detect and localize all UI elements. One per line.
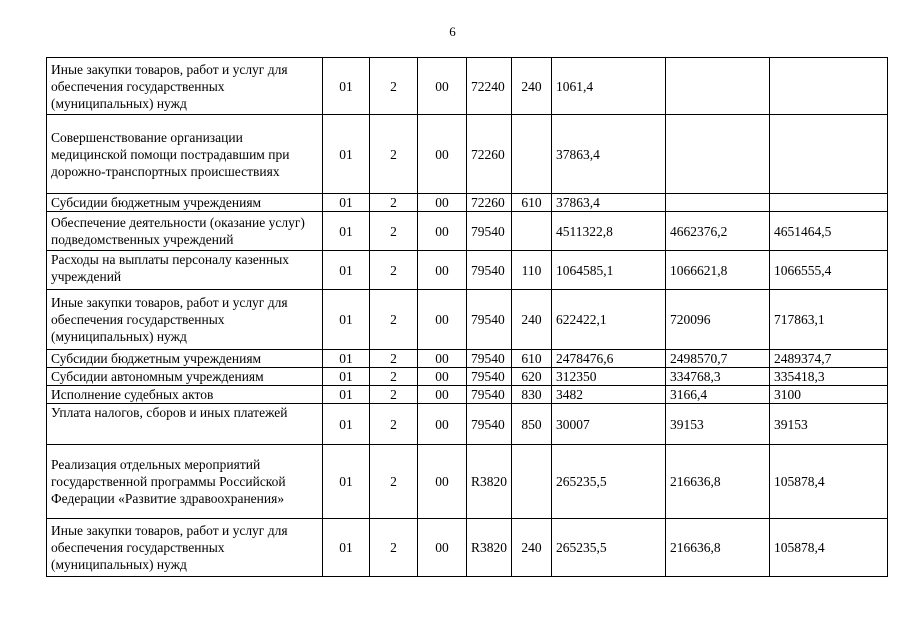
col2-cell: 2: [370, 368, 418, 386]
col2-cell: 2: [370, 519, 418, 577]
amount-year2-cell: 2498570,7: [666, 350, 770, 368]
target-code-cell: 72260: [467, 194, 512, 212]
amount-year3-cell: [770, 58, 888, 115]
amount-year1-cell: 2478476,6: [552, 350, 666, 368]
amount-year1-cell: 622422,1: [552, 290, 666, 350]
col1-cell: 01: [323, 251, 370, 290]
table-row: [47, 404, 888, 445]
table-row: [47, 251, 888, 290]
row-name-cell: Уплата налогов, сборов и иных платежей: [47, 404, 323, 445]
amount-year2-cell: 3166,4: [666, 386, 770, 404]
amount-year3-cell: [770, 115, 888, 194]
page-number: 6: [449, 24, 456, 39]
row-name-cell: Реализация отдельных мероприятий государственной программы Российской Федерации «Развитие здравоохранения»: [47, 445, 323, 519]
row-name-cell: Иные закупки товаров, работ и услуг для обеспечения государственных (муниципальных) нужд: [47, 58, 323, 115]
col3-cell: 00: [418, 194, 467, 212]
amount-year3-cell: 105878,4: [770, 519, 888, 577]
expense-type-cell: [512, 445, 552, 519]
col2-cell: 2: [370, 350, 418, 368]
table-row: [47, 58, 888, 115]
amount-year3-cell: 2489374,7: [770, 350, 888, 368]
budget-table-body: [47, 58, 888, 577]
col3-cell: 00: [418, 251, 467, 290]
amount-year1-cell: 1061,4: [552, 58, 666, 115]
target-code-cell: R3820: [467, 519, 512, 577]
table-row: [47, 115, 888, 194]
col3-cell: 00: [418, 386, 467, 404]
col1-cell: 01: [323, 350, 370, 368]
amount-year2-cell: 720096: [666, 290, 770, 350]
col2-cell: 2: [370, 290, 418, 350]
budget-table: [46, 57, 888, 577]
col1-cell: 01: [323, 58, 370, 115]
expense-type-cell: [512, 212, 552, 251]
target-code-cell: 79540: [467, 404, 512, 445]
target-code-cell: R3820: [467, 445, 512, 519]
row-name-cell: Исполнение судебных актов: [47, 386, 323, 404]
col2-cell: 2: [370, 445, 418, 519]
amount-year2-cell: [666, 58, 770, 115]
amount-year1-cell: 37863,4: [552, 194, 666, 212]
row-name-cell: Иные закупки товаров, работ и услуг для обеспечения государственных (муниципальных) нужд: [47, 290, 323, 350]
row-name-cell: Субсидии бюджетным учреждениям: [47, 350, 323, 368]
amount-year2-cell: 4662376,2: [666, 212, 770, 251]
amount-year2-cell: 39153: [666, 404, 770, 445]
row-name-cell: Субсидии бюджетным учреждениям: [47, 194, 323, 212]
target-code-cell: 72240: [467, 58, 512, 115]
amount-year2-cell: 216636,8: [666, 445, 770, 519]
amount-year3-cell: 335418,3: [770, 368, 888, 386]
amount-year1-cell: 265235,5: [552, 519, 666, 577]
col3-cell: 00: [418, 445, 467, 519]
target-code-cell: 79540: [467, 212, 512, 251]
col1-cell: 01: [323, 212, 370, 251]
row-name-cell: Обеспечение деятельности (оказание услуг) подведомственных учреждений: [47, 212, 323, 251]
amount-year1-cell: 30007: [552, 404, 666, 445]
amount-year1-cell: 37863,4: [552, 115, 666, 194]
amount-year3-cell: 105878,4: [770, 445, 888, 519]
target-code-cell: 79540: [467, 251, 512, 290]
table-row: [47, 386, 888, 404]
target-code-cell: 79540: [467, 290, 512, 350]
expense-type-cell: 620: [512, 368, 552, 386]
col2-cell: 2: [370, 194, 418, 212]
table-row: [47, 194, 888, 212]
col1-cell: 01: [323, 194, 370, 212]
col2-cell: 2: [370, 386, 418, 404]
amount-year1-cell: 4511322,8: [552, 212, 666, 251]
col2-cell: 2: [370, 115, 418, 194]
col2-cell: 2: [370, 212, 418, 251]
col2-cell: 2: [370, 251, 418, 290]
amount-year3-cell: 1066555,4: [770, 251, 888, 290]
amount-year1-cell: 3482: [552, 386, 666, 404]
target-code-cell: 79540: [467, 350, 512, 368]
table-row: [47, 212, 888, 251]
expense-type-cell: 610: [512, 350, 552, 368]
table-row: [47, 519, 888, 577]
col3-cell: 00: [418, 212, 467, 251]
amount-year2-cell: 334768,3: [666, 368, 770, 386]
amount-year3-cell: 717863,1: [770, 290, 888, 350]
row-name-cell: Субсидии автономным учреждениям: [47, 368, 323, 386]
expense-type-cell: 240: [512, 519, 552, 577]
col1-cell: 01: [323, 519, 370, 577]
row-name-cell: Совершенствование организации медицинской помощи пострадавшим при дорожно-транспортных происшествиях: [47, 115, 323, 194]
amount-year3-cell: [770, 194, 888, 212]
row-name-cell: Расходы на выплаты персоналу казенных учреждений: [47, 251, 323, 290]
col3-cell: 00: [418, 115, 467, 194]
amount-year3-cell: 3100: [770, 386, 888, 404]
amount-year2-cell: [666, 194, 770, 212]
col1-cell: 01: [323, 386, 370, 404]
amount-year2-cell: [666, 115, 770, 194]
expense-type-cell: 240: [512, 58, 552, 115]
col1-cell: 01: [323, 368, 370, 386]
col1-cell: 01: [323, 290, 370, 350]
target-code-cell: 72260: [467, 115, 512, 194]
expense-type-cell: 240: [512, 290, 552, 350]
col1-cell: 01: [323, 445, 370, 519]
expense-type-cell: 610: [512, 194, 552, 212]
amount-year3-cell: 4651464,5: [770, 212, 888, 251]
amount-year1-cell: 265235,5: [552, 445, 666, 519]
amount-year1-cell: 1064585,1: [552, 251, 666, 290]
col3-cell: 00: [418, 350, 467, 368]
target-code-cell: 79540: [467, 386, 512, 404]
col3-cell: 00: [418, 368, 467, 386]
amount-year2-cell: 1066621,8: [666, 251, 770, 290]
col1-cell: 01: [323, 404, 370, 445]
row-name-cell: Иные закупки товаров, работ и услуг для обеспечения государственных (муниципальных) нужд: [47, 519, 323, 577]
table-row: [47, 445, 888, 519]
expense-type-cell: [512, 115, 552, 194]
col2-cell: 2: [370, 58, 418, 115]
expense-type-cell: 110: [512, 251, 552, 290]
table-row: [47, 368, 888, 386]
col1-cell: 01: [323, 115, 370, 194]
col2-cell: 2: [370, 404, 418, 445]
table-row: [47, 290, 888, 350]
target-code-cell: 79540: [467, 368, 512, 386]
table-row: [47, 350, 888, 368]
amount-year1-cell: 312350: [552, 368, 666, 386]
amount-year3-cell: 39153: [770, 404, 888, 445]
expense-type-cell: 830: [512, 386, 552, 404]
amount-year2-cell: 216636,8: [666, 519, 770, 577]
col3-cell: 00: [418, 290, 467, 350]
col3-cell: 00: [418, 519, 467, 577]
expense-type-cell: 850: [512, 404, 552, 445]
col3-cell: 00: [418, 404, 467, 445]
col3-cell: 00: [418, 58, 467, 115]
